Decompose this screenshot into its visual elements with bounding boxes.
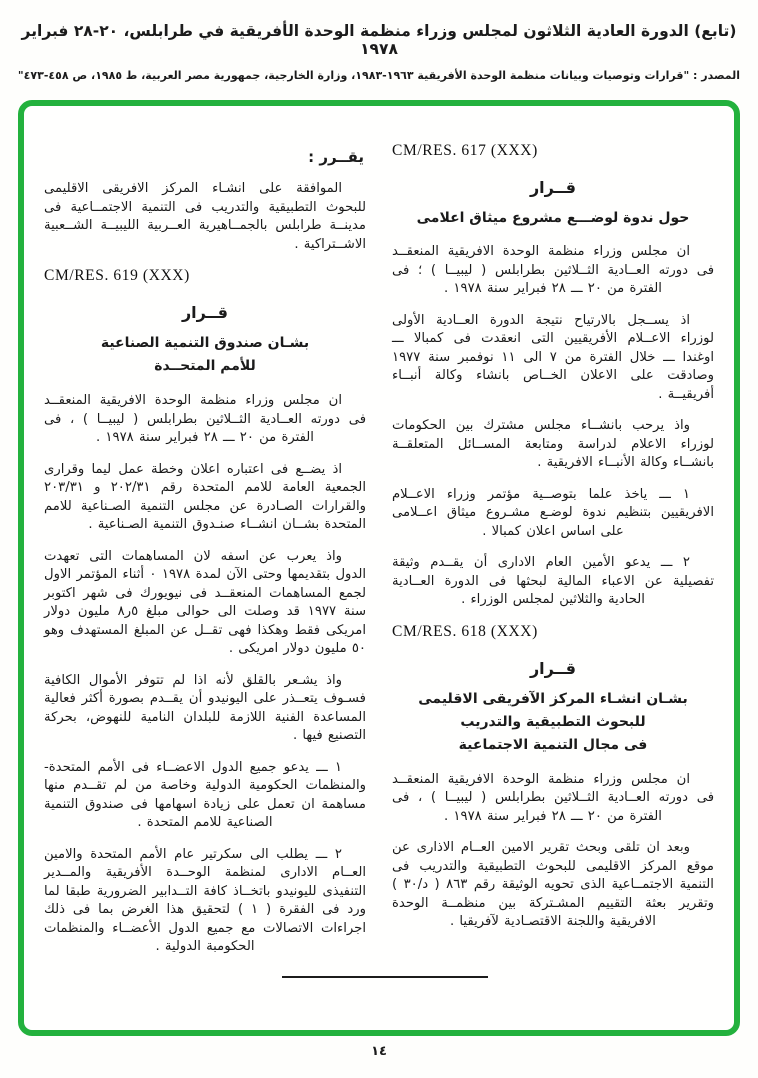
resolution-617-item-1: ١ ـــ ياخذ علما بتوصــية مؤتمر وزراء الاعــلام الافريقيين بتنظيم ندوة لوضـع مشـروع ميثاق اعــلامى على اساس اعلان كمبالا . [392,486,714,539]
resolution-619-paragraph: ان مجلس وزراء منظمة الوحدة الافريقية المنعقــد فى دورته العــادية الثــلاثين بطرابلس ( ليبيــا ) ، فى الفترة من ٢٠ ـــ ٢٨ فبراير سنة ١٩٧٨ . [44,393,366,445]
resolution-617-subject: حول ندوة لوضـــع مشروع ميثاق اعلامى [416,210,690,226]
resolution-619-paragraph: اذ يضــع فى اعتباره اعلان وخطة عمل ليما وقرارى الجمعية العامة للامم المتحدة رقم ٢٠٢/٣١ و ٢٠٣/٣١ والقرارات الصـادرة عن مجلس التنمية الصـناعية للامم المتحدة بشــان انشــاء صنـدوق التنمية الصـناعية . [44,461,366,532]
footnote-divider [282,976,488,978]
resolution-619-paragraph: واذ يشـعر بالقلق لأنه اذا لم تتوفر الأموال الكافية فسـوف يتعــذر على اليونيدو أن يقــدم بصورة أكثر فعالية المساعدة الفنية اللازمة للبلدان النامية للنهوض، بحركة التصنيع فيها . [44,672,366,743]
two-column-layout [24,106,734,1030]
subject-line: بشـان صندوق التنمية الصناعية [100,335,310,351]
decision-paragraph: الموافقة على انشـاء المركز الافريقى الاقليمى للبحوث التطبيقية والتدريب فى التنمية الاجتمــاعية فى مدينــة طرابلس بالجمــاهيرية العــربية الليبيــة الشــعبية الاشــتراكية . [44,181,366,252]
subject-line: بشـان انشـاء المركز الآفريقى الاقليمى [418,690,688,707]
resolution-617-paragraph: ان مجلس وزراء منظمة الوحدة الافريقية المنعقــد فى دورته العــادية الثــلاثين بطرابلس ( ليبيــا ) ؛ فى الفترة من ٢٠ ـــ ٢٨ فبراير سنة ١٩٧٨ . [392,244,714,296]
resolution-618-paragraph: ان مجلس وزراء منظمة الوحدة الافريقية المنعقــد فى دورته العــادية الثــلاثين بطرابلس ( ليبيــا ) ، فى الفترة من ٢٠ ـــ ٢٨ فبراير سنة ١٩٧٨ . [392,771,714,824]
subject-line: للبحوث التطبيقية والتدريب [460,713,646,730]
resolution-619-item-1: ١ ـــ يدعو جميع الدول الاعضــاء فى الأمم المتحدة- والمنظمات الحكومية الدولية وخاصة من لم تقــدم منها مساهمة ان تعمل على زيادة اسهامها فى صندوق التنمية الصناعية للامم المتحدة . [44,759,366,830]
resolution-617-kicker: قــرار [529,178,577,197]
resolution-617-item-2: ٢ ـــ يدعو الأمين العام الادارى أن يقــدم وثيقة تفصيلية عن الاعباء المالية لبحثها فى الدورة العــادية الحادية والثلاثين لمجلس الوزراء . [392,555,714,607]
resolution-619-item-2: ٢ ـــ يطلب الى سكرتير عام الأمم المتحدة والامين العــام الادارى لمنظمة الوحــدة الأفريقية والمــدير التنفيذى لليونيدو باتخــاذ كافة التــدابير الضرورية طبقا لما ورد فى الفقرة ( ١ ) لتحقيق هذا الغرض بما فى ذلك اجراءات الاتصالات مع جميع الدول الأعضــاء والمنظمات الحكومبة الدولية . [44,846,366,954]
resolution-619-kicker: قــرار [181,303,229,322]
subject-line: للأمم المتحــدة [154,358,256,374]
page-source-line: المصدر : "قرارات وتوصيات وبيانات منظمة الوحدة الأفريقية ١٩٦٣-١٩٨٣، وزارة الخارجية، جمهورية مصر العربية، ط ١٩٨٥، ص ٤٥٨-٤٧٣" [17,69,741,82]
page-title: (تابع) الدورة العادية الثلاثون لمجلس وزراء منظمة الوحدة الأفريقية في طرابلس، ٢٠-٢٨ فبراير ١٩٧٨ [21,22,737,58]
subject-line: فى مجال التنمية الاجتماعية [458,736,648,753]
resolution-id-617: CM/RES. 617 (XXX) [392,142,538,159]
green-border-frame [18,100,740,1036]
resolution-id-619: CM/RES. 619 (XXX) [44,267,190,284]
resolution-619-paragraph: واذ يعرب عن اسفه لان المساهمات التى تعهدت الدول بتقديمها وحتى الآن لمدة ١٩٧٨ ٠ أثناء المؤتمر الاول لجمع المساهمات المنعقــد فى نيويورك فى شهر اكتوبر سنة ١٩٧٧ قد وصلت الى حوالى مبلغ ٥ر٨ مليون دولار امريكى فقط وهكذا فهى تقــل عن المبلغ المستهدف وهو ٥٠ مليون دولار امريكى . [44,548,367,656]
page-header [0,0,758,82]
resolution-618-subject [392,688,714,757]
resolution-619-subject [44,332,366,378]
column-left [44,142,366,1030]
resolution-id-618: CM/RES. 618 (XXX) [392,622,538,640]
resolution-617-paragraph: اذ يســجل بالارتياح نتيجة الدورة العــادية الأولى لوزراء الاعــلام الأفريقيين التى انعقدت فى كمبالا ـــ اوغندا ـــ خلال الفترة من ٧ الى ١١ نوفمبر سنة ١٩٧٧ وصادقت على الاعلان الخــاص بانشاء وكالة أنبــاء أفريقيــة . [392,312,714,402]
resolution-618-paragraph: وبعد ان تلقى وبحث تقرير الامين العــام الاذارى عن موقع المركز الاقليمى للبحوث التطبيقية والتدريب فى التنمية الاجتمــاعية الذى تحويه الوثيقة رقم ٨٦٣ ( د/٣٠ ) وتقرير بعثة التقييم المشـتركة بين منظمــة الوحدة الافريقية واللجنة الاقتصـادية لآفريقيا . [392,840,714,929]
page-number: ١٤ [371,1044,387,1059]
decision-label: يقــرر : [308,148,364,166]
resolution-618-kicker: قــرار [529,658,577,678]
resolution-617-paragraph: واذ يرحب بانشــاء مجلس مشترك بين الحكومات لوزراء الاعلام لدراسة ومتابعة المســائل المتعلقــة بانشــاء وكالة الأنبــاء الافريقية . [392,418,714,470]
column-right [392,142,714,1030]
